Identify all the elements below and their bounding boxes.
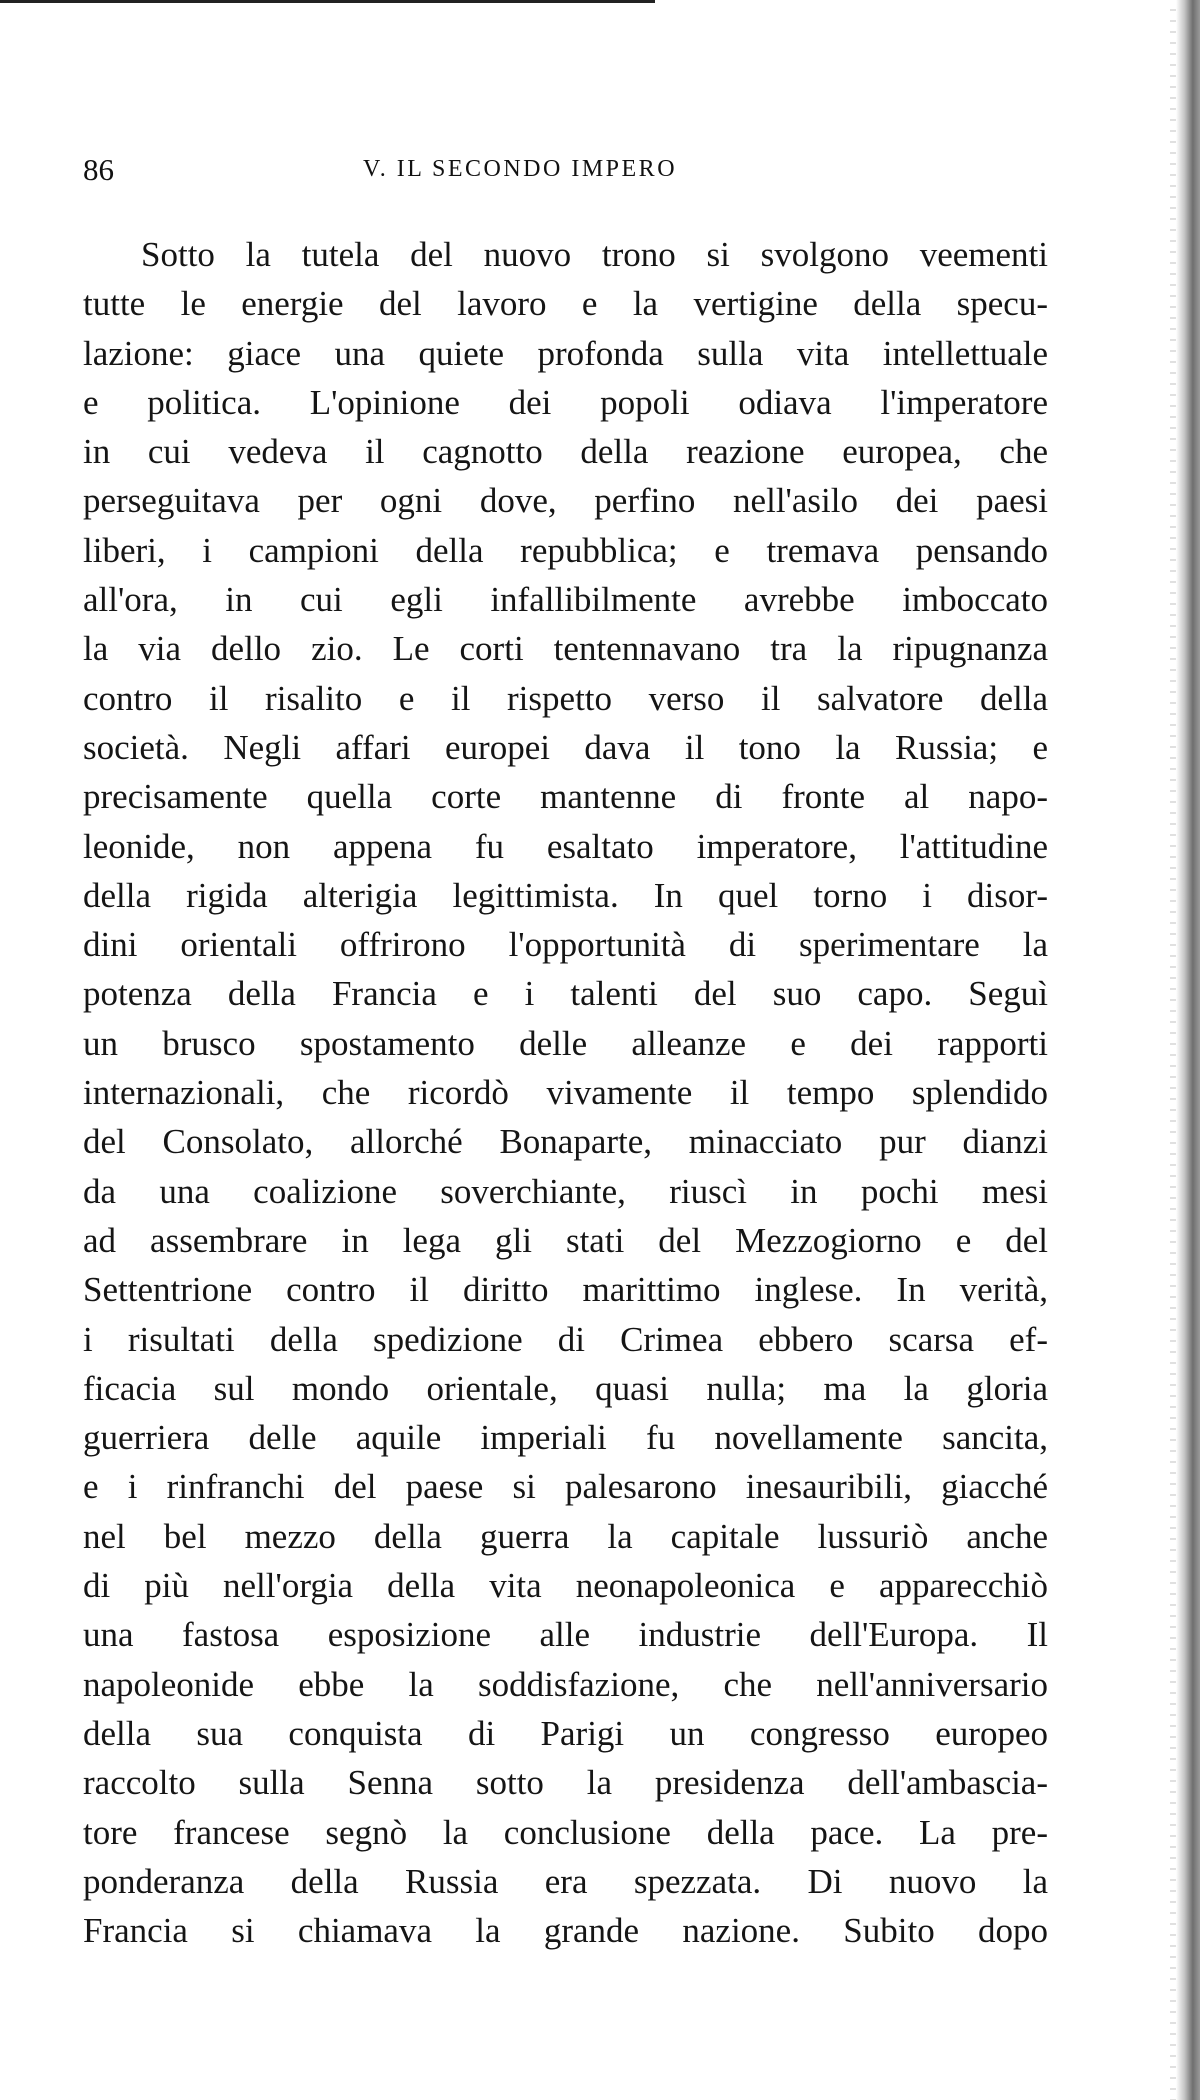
text-line: all'ora, in cui egli infallibilmente avrebbe imboccato [83, 580, 1048, 620]
text-line: di più nell'orgia della vita neonapoleonica e apparecchiò [83, 1566, 1048, 1606]
text-line: da una coalizione soverchiante, riuscì in pochi mesi [83, 1171, 1048, 1211]
text-line: della rigida alterigia legittimista. In quel torno i disor- [83, 875, 1048, 915]
text-line: guerriera delle aquile imperiali fu novellamente sancita, [83, 1418, 1048, 1458]
text-line: i risultati della spedizione di Crimea ebbero scarsa ef- [83, 1319, 1048, 1359]
page-header [83, 152, 1048, 192]
text-line: leonide, non appena fu esaltato imperatore, l'attitudine [83, 826, 1048, 866]
text-line: contro il risalito e il rispetto verso il salvatore della [83, 678, 1048, 718]
text-line: la via dello zio. Le corti tentennavano tra la ripugnanza [83, 629, 1048, 669]
text-line: ficacia sul mondo orientale, quasi nulla; ma la gloria [83, 1368, 1048, 1408]
text-line: un brusco spostamento delle alleanze e dei rapporti [83, 1023, 1048, 1063]
text-line: liberi, i campioni della repubblica; e tremava pensando [83, 530, 1048, 570]
text-line: in cui vedeva il cagnotto della reazione europea, che [83, 432, 1048, 472]
text-line: e politica. L'opinione dei popoli odiava l'imperatore [83, 382, 1048, 422]
text-line: società. Negli affari europei dava il tono la Russia; e [83, 727, 1048, 767]
text-line: internazionali, che ricordò vivamente il tempo splendido [83, 1073, 1048, 1113]
scan-top-edge [0, 0, 655, 3]
running-head: V. IL SECONDO IMPERO [363, 156, 678, 182]
body-paragraph [83, 230, 1048, 1955]
text-line: del Consolato, allorché Bonaparte, minacciato pur dianzi [83, 1122, 1048, 1162]
text-line: Settentrione contro il diritto marittimo inglese. In verità, [83, 1270, 1048, 1310]
text-line: napoleonide ebbe la soddisfazione, che nell'anniversario [83, 1664, 1048, 1704]
text-line: tutte le energie del lavoro e la vertigine della specu- [83, 284, 1048, 324]
text-line: ad assembrare in lega gli stati del Mezzogiorno e del [83, 1220, 1048, 1260]
text-line: e i rinfranchi del paese si palesarono inesauribili, giacché [83, 1467, 1048, 1507]
text-line: perseguitava per ogni dove, perfino nell'asilo dei paesi [83, 481, 1048, 521]
text-line: tore francese segnò la conclusione della pace. La pre- [83, 1812, 1048, 1852]
text-line: nel bel mezzo della guerra la capitale lussuriò anche [83, 1516, 1048, 1556]
text-line: raccolto sulla Senna sotto la presidenza dell'ambascia- [83, 1763, 1048, 1803]
text-line: potenza della Francia e i talenti del suo capo. Seguì [83, 974, 1048, 1014]
page-number: 86 [83, 152, 114, 187]
text-line: lazione: giace una quiete profonda sulla vita intellettuale [83, 333, 1048, 373]
text-line: ponderanza della Russia era spezzata. Di nuovo la [83, 1861, 1048, 1901]
text-line: Francia si chiamava la grande nazione. Subito dopo [83, 1911, 1048, 1951]
text-line: precisamente quella corte mantenne di fronte al napo- [83, 777, 1048, 817]
text-line: della sua conquista di Parigi un congresso europeo [83, 1713, 1048, 1753]
text-line: una fastosa esposizione alle industrie dell'Europa. Il [83, 1615, 1048, 1655]
scan-right-edge [1176, 0, 1200, 2100]
text-line: dini orientali offrirono l'opportunità di sperimentare la [83, 925, 1048, 965]
text-line: Sotto la tutela del nuovo trono si svolgono veementi [141, 235, 1048, 274]
